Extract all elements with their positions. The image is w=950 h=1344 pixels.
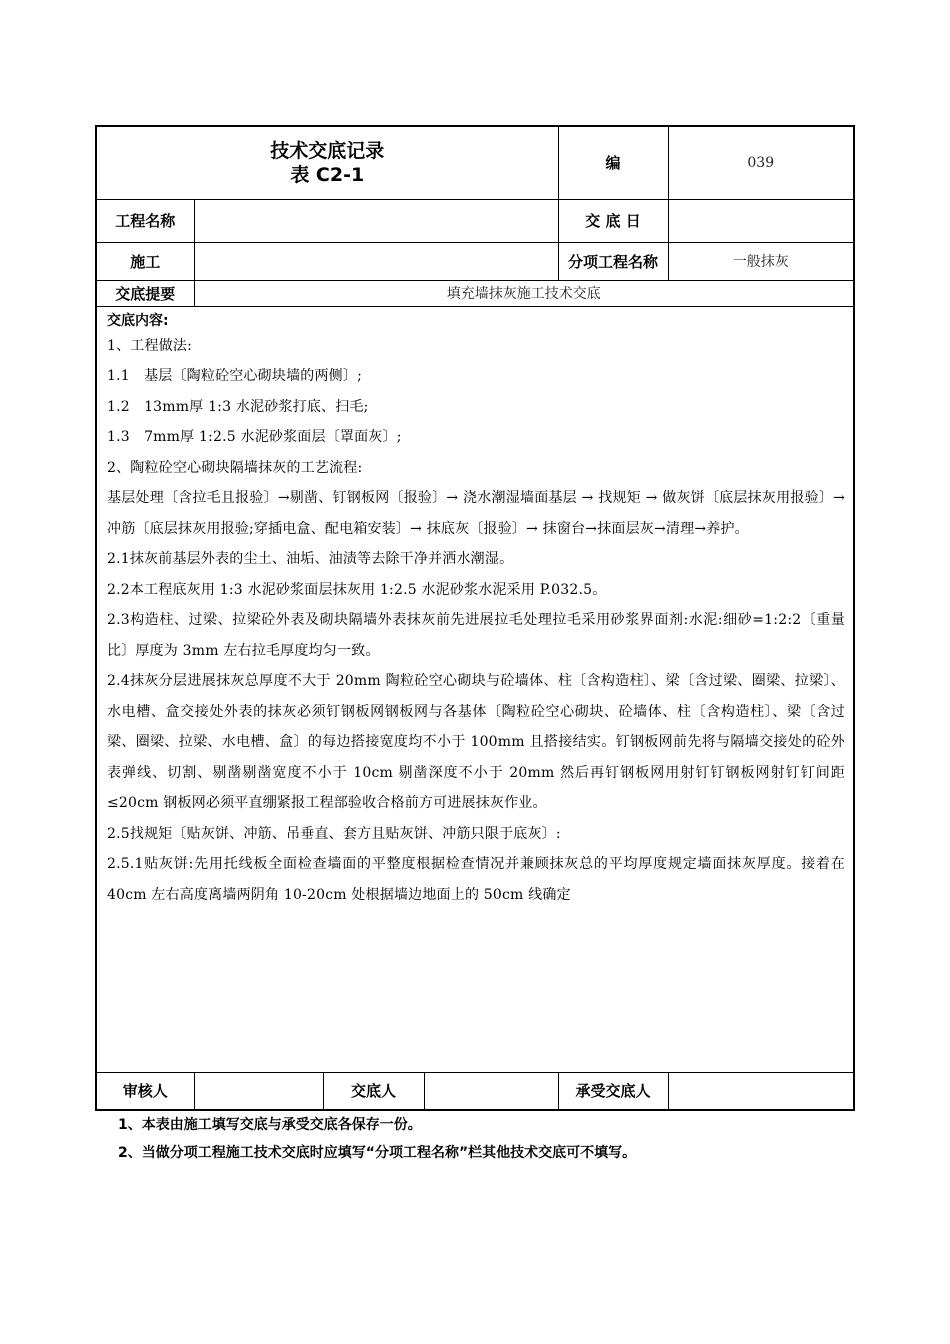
receiver-value xyxy=(668,1072,854,1110)
project-row xyxy=(96,199,854,242)
form-title-code: 表 C2-1 xyxy=(290,163,365,186)
subproject-name-value: 一般抹灰 xyxy=(668,242,854,280)
construction-value xyxy=(194,242,558,280)
discloser-value xyxy=(424,1072,558,1110)
summary-row xyxy=(96,280,854,306)
title-row xyxy=(96,126,854,199)
content-paragraph: 基层处理〔含拉毛且报验〕→剔凿、钉钢板网〔报验〕→ 浇水潮湿墙面基层 → 找规矩 → 做灰饼〔底层抹灰用报验〕→冲筋〔底层抹灰用报验;穿插电盒、配电箱安装〕→ 抹底灰〔报验〕→ 抹窗台→抹面层灰→清理→养护。 xyxy=(107,490,846,537)
content-paragraph: 2.5.1贴灰饼:先用托线板全面检查墙面的平整度根据检查情况并兼顾抹灰总的平均厚度规定墙面抹灰厚度。接着在 40cm 左右高度离墙两阴角 10-20cm 处根据墙边地面上的 50cm 线确定 xyxy=(107,856,846,903)
content-row xyxy=(96,306,854,1072)
content-paragraph: 1.2 13mm厚 1:3 水泥砂浆打底、扫毛; xyxy=(107,398,369,415)
content-heading: 交底内容: xyxy=(107,312,169,329)
form-title xyxy=(96,126,558,199)
project-name-value xyxy=(194,199,558,242)
receiver-label: 承受交底人 xyxy=(558,1072,668,1110)
form-title-main: 技术交底记录 xyxy=(270,139,385,162)
subproject-name-label: 分项工程名称 xyxy=(558,242,668,280)
reviewer-label: 审核人 xyxy=(96,1072,194,1110)
note-item: 2、当做分项工程施工技术交底时应填写“分项工程名称”栏其他技术交底可不填写。 xyxy=(118,1145,637,1161)
construction-label: 施工 xyxy=(96,242,194,280)
content-paragraph: 2、陶粒砼空心砌块隔墙抹灰的工艺流程: xyxy=(107,459,363,476)
project-name-label: 工程名称 xyxy=(96,199,194,242)
disclosure-date-label: 交 底 日 xyxy=(558,199,668,242)
disclosure-content xyxy=(96,306,854,1072)
construction-row xyxy=(96,242,854,280)
discloser-label: 交底人 xyxy=(323,1072,424,1110)
bian-label: 编 xyxy=(558,126,668,199)
content-paragraph: 1.1 基层〔陶粒砼空心砌块墙的两侧〕; xyxy=(107,368,362,384)
summary-value: 填充墙抹灰施工技术交底 xyxy=(194,280,854,306)
content-paragraph: 1.3 7mm厚 1:2.5 水泥砂浆面层〔罩面灰〕; xyxy=(107,429,402,445)
content-paragraph: 2.5找规矩〔贴灰饼、冲筋、吊垂直、套方且贴灰饼、冲筋只限于底灰〕: xyxy=(107,825,561,842)
signature-row xyxy=(96,1072,854,1110)
bian-value: 039 xyxy=(668,126,854,199)
summary-label: 交底提要 xyxy=(96,280,194,306)
note-item: 1、本表由施工填写交底与承受交底各保存一份。 xyxy=(118,1117,422,1133)
content-paragraph: 2.1抹灰前基层外表的尘土、油垢、油渍等去除干净并洒水潮湿。 xyxy=(107,551,514,567)
disclosure-record-form xyxy=(95,125,855,1111)
content-paragraph: 2.4抹灰分层进展抹灰总厚度不大于 20mm 陶粒砼空心砌块与砼墙体、柱〔含构造柱〕、梁〔含过梁、圈梁、拉梁〕、水电槽、盒交接处外表的抹灰必须钉钢板网钢板网与各基体〔陶粒砼空心砌块、砼墙体、柱〔含构造柱〕、梁〔含过梁、圈梁、拉梁、水电槽、盒〕的每边搭接宽度均不小于 100mm 且搭接结实。钉钢板网前先将与隔墙交接处的砼外表弹线、切割、剔凿剔凿宽度不小于 10cm 剔凿深度不小于 20mm 然后再钉钢板网用射钉钉钢板网射钉钉间距≤20cm 钢板网必须平直绷紧报工程部验收合格前方可进展抹灰作业。 xyxy=(107,673,846,811)
content-paragraph: 2.2本工程底灰用 1:3 水泥砂浆面层抹灰用 1:2.5 水泥砂浆水泥采用 P.032.5。 xyxy=(107,581,607,598)
disclosure-date-value xyxy=(668,199,854,242)
form-notes xyxy=(118,1111,858,1167)
content-paragraph: 2.3构造柱、过梁、拉梁砼外表及砌块隔墙外表抹灰前先进展拉毛处理拉毛采用砂浆界面剂:水泥:细砂=1:2:2〔重量比〕厚度为 3mm 左右拉毛厚度均匀一致。 xyxy=(107,612,846,659)
content-paragraph: 1、工程做法: xyxy=(107,337,193,354)
reviewer-value xyxy=(194,1072,323,1110)
